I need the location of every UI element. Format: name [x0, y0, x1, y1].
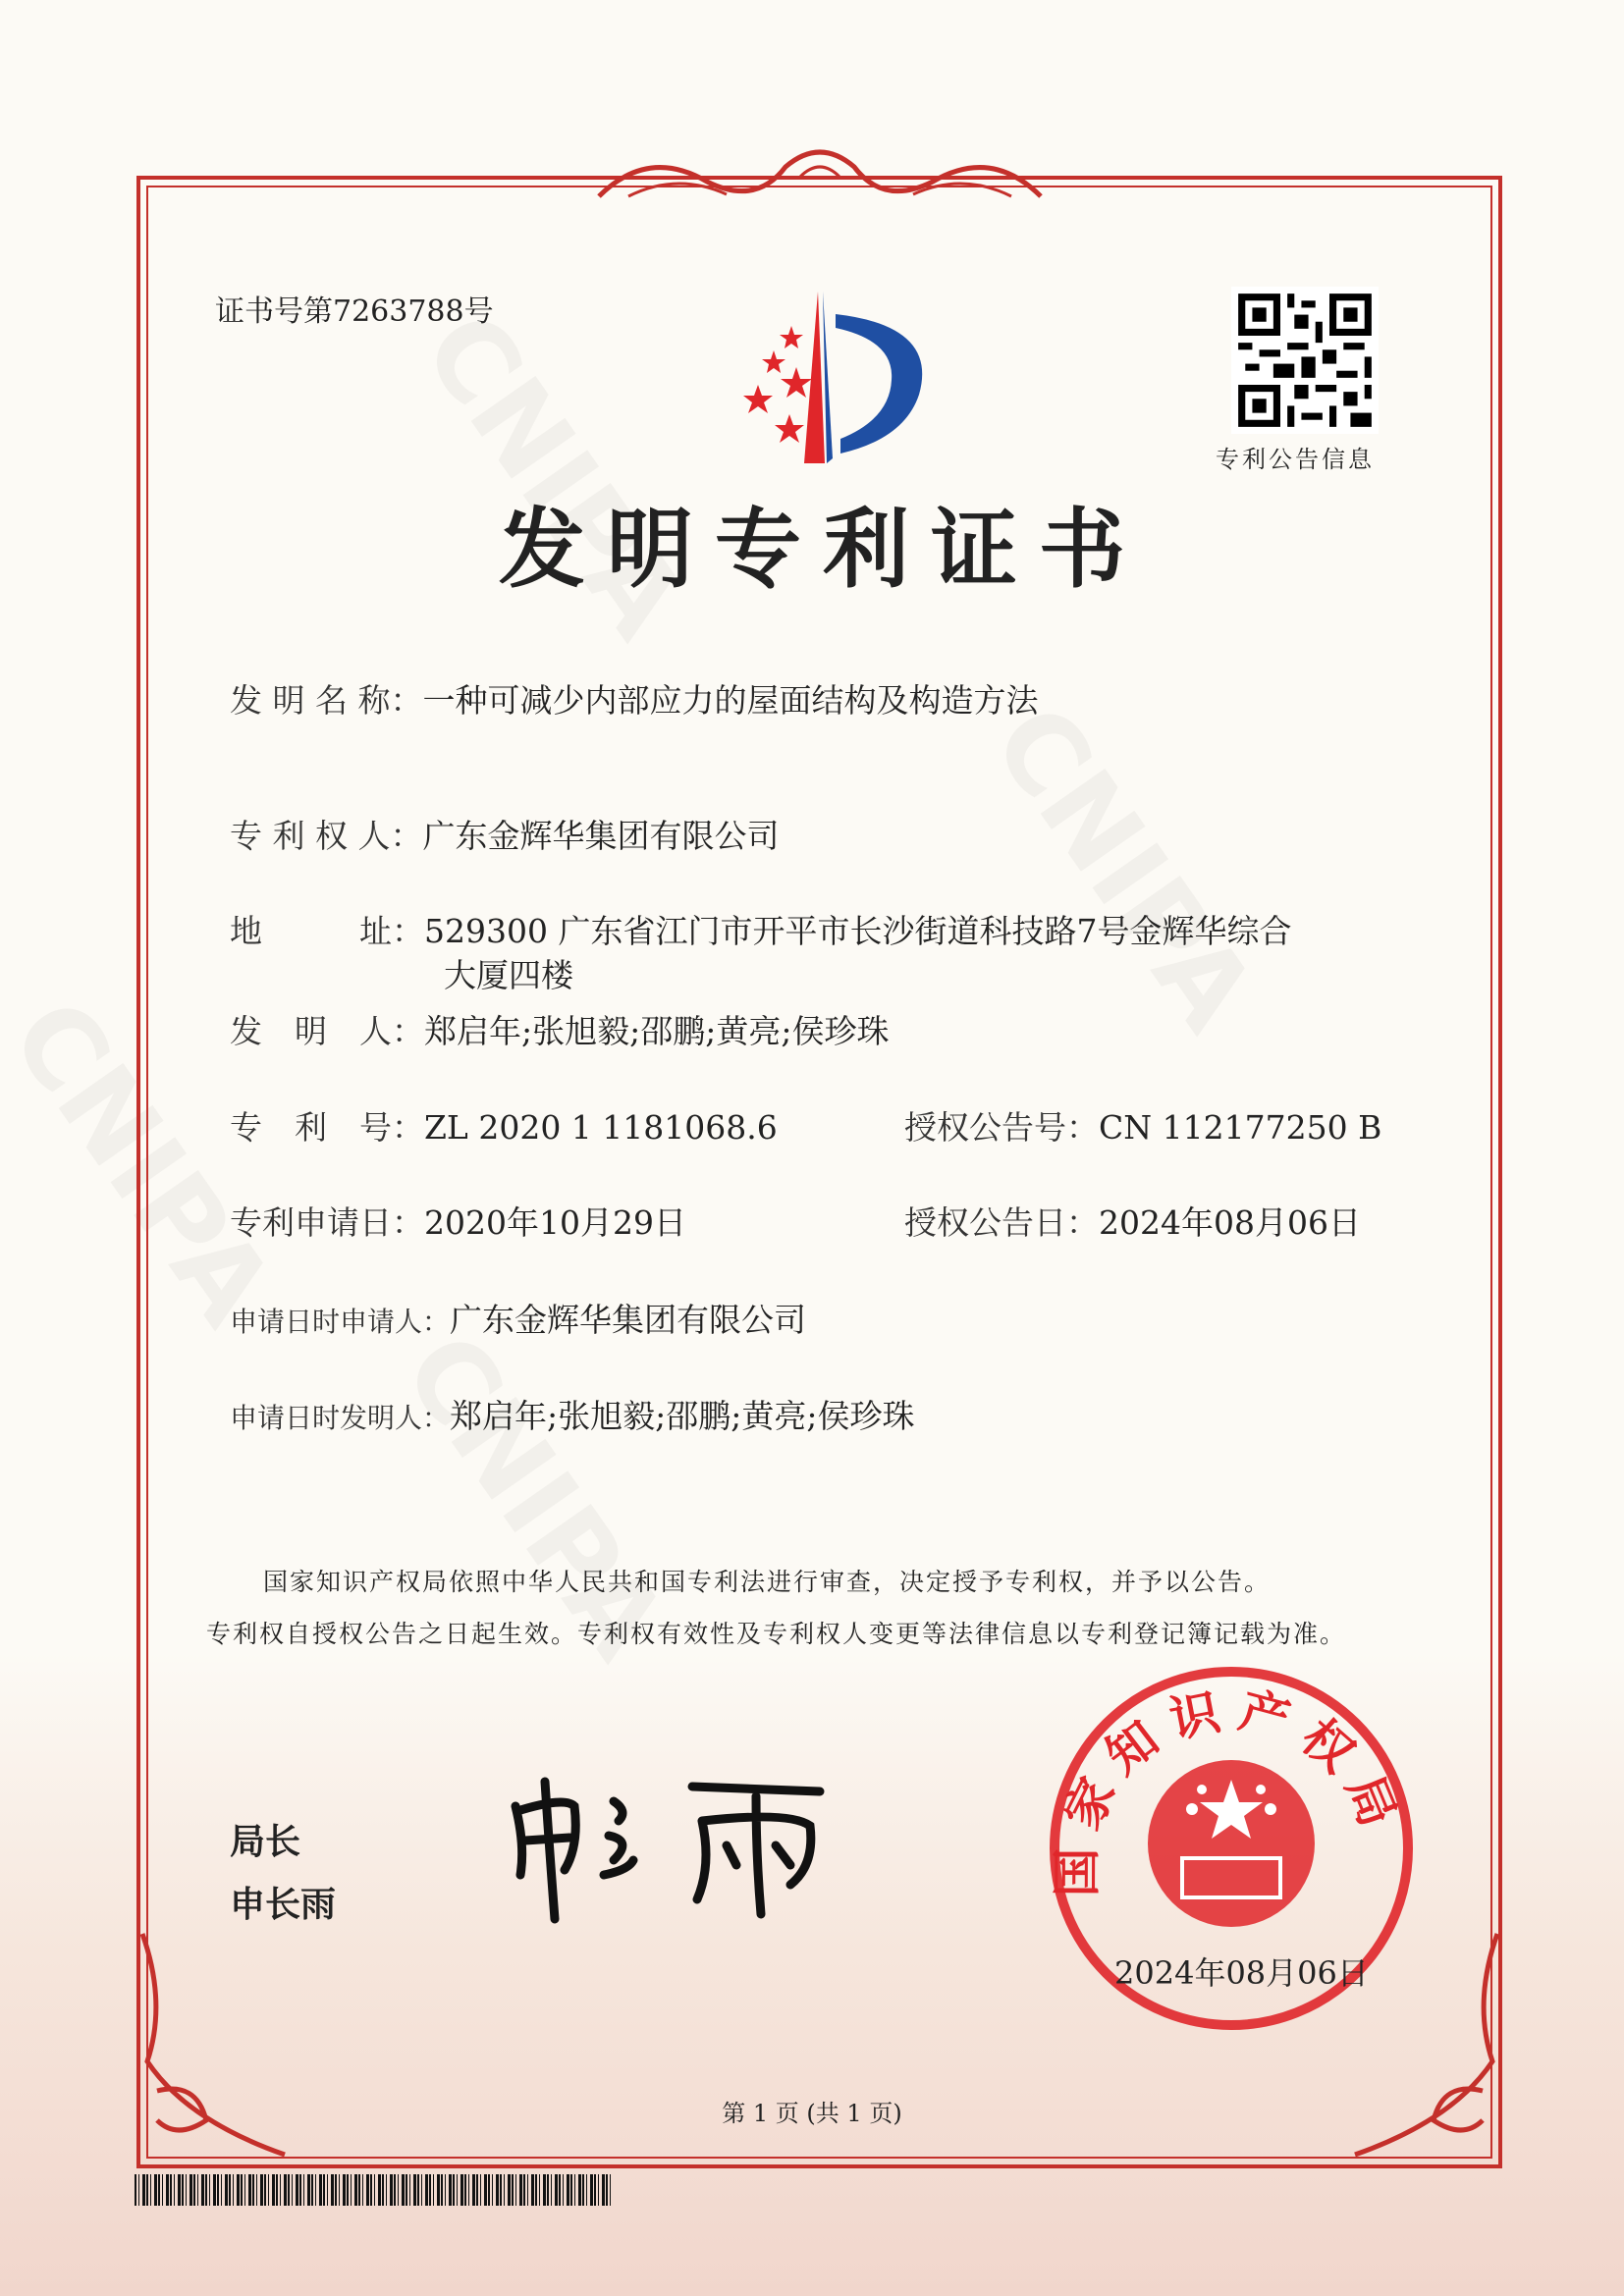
page-title: 发明专利证书: [498, 499, 1147, 600]
field-inventor-at-filing: [230, 1391, 915, 1437]
signatory-name: 申长雨: [230, 1885, 337, 1925]
label: 地 址：: [230, 912, 424, 950]
qr-code[interactable]: [1229, 287, 1380, 434]
certificate-number: 证书号第7263788号: [215, 294, 494, 329]
field-invention-name: [230, 675, 1038, 721]
statement-line2: 专利权自授权公告之日起生效。专利权有效性及专利权人变更等法律信息以专利登记簿记载为准。: [206, 1620, 1347, 1648]
value: 529300 广东省江门市开平市长沙街道科技路7号金辉华综合: [424, 912, 1292, 950]
label: 专利申请日：: [230, 1203, 424, 1242]
label: 申请日时发明人：: [230, 1402, 451, 1434]
value: 广东金辉华集团有限公司: [422, 817, 780, 855]
label: 申请日时申请人：: [230, 1306, 451, 1338]
value: 郑启年;张旭毅;邵鹏;黄亮;侯珍珠: [450, 1397, 915, 1435]
signatory-title: 局长: [230, 1822, 301, 1862]
statement-line1: 国家知识产权局依照中华人民共和国专利法进行审查，决定授予专利权，并予以公告。: [263, 1568, 1272, 1596]
label: 发 明 人：: [230, 1012, 424, 1050]
label: 专 利 号：: [230, 1108, 424, 1147]
field-applicant-at-filing: [230, 1295, 806, 1341]
label: 专 利 权 人：: [230, 817, 423, 855]
signature: [496, 1767, 839, 1924]
field-filing-date: [230, 1198, 686, 1244]
seal-date: 2024年08月06日: [1114, 1954, 1369, 1992]
value: CN 112177250 B: [1099, 1108, 1382, 1147]
ornament-bottom-left: [128, 1924, 295, 2169]
seal-text: 国家知识产权局: [1048, 1681, 1413, 1897]
ornament-top: [589, 137, 1051, 216]
label: 授权公告日：: [904, 1203, 1099, 1242]
cnipa-logo: [703, 287, 939, 463]
field-grant-pub-no: [904, 1102, 1381, 1148]
value: 2024年08月06日: [1099, 1203, 1361, 1242]
label: 发 明 名 称：: [230, 681, 423, 720]
value: ZL 2020 1 1181068.6: [424, 1108, 778, 1147]
value: 郑启年;张旭毅;邵鹏;黄亮;侯珍珠: [424, 1012, 890, 1050]
field-patent-no: [230, 1102, 778, 1148]
field-inventors: [230, 1006, 889, 1052]
field-patentee: [230, 811, 779, 857]
field-grant-pub-date: [904, 1198, 1361, 1244]
value: 一种可减少内部应力的屋面结构及构造方法: [422, 681, 1039, 720]
field-address: [230, 906, 1291, 952]
label: 授权公告号：: [904, 1108, 1099, 1147]
barcode: [135, 2174, 613, 2206]
address-line2: 大厦四楼: [444, 956, 573, 994]
qr-caption: 专利公告信息: [1216, 446, 1375, 473]
value: 2020年10月29日: [424, 1203, 686, 1242]
value: 广东金辉华集团有限公司: [450, 1301, 807, 1339]
page-indicator: 第 1 页 (共 1 页): [722, 2100, 902, 2127]
